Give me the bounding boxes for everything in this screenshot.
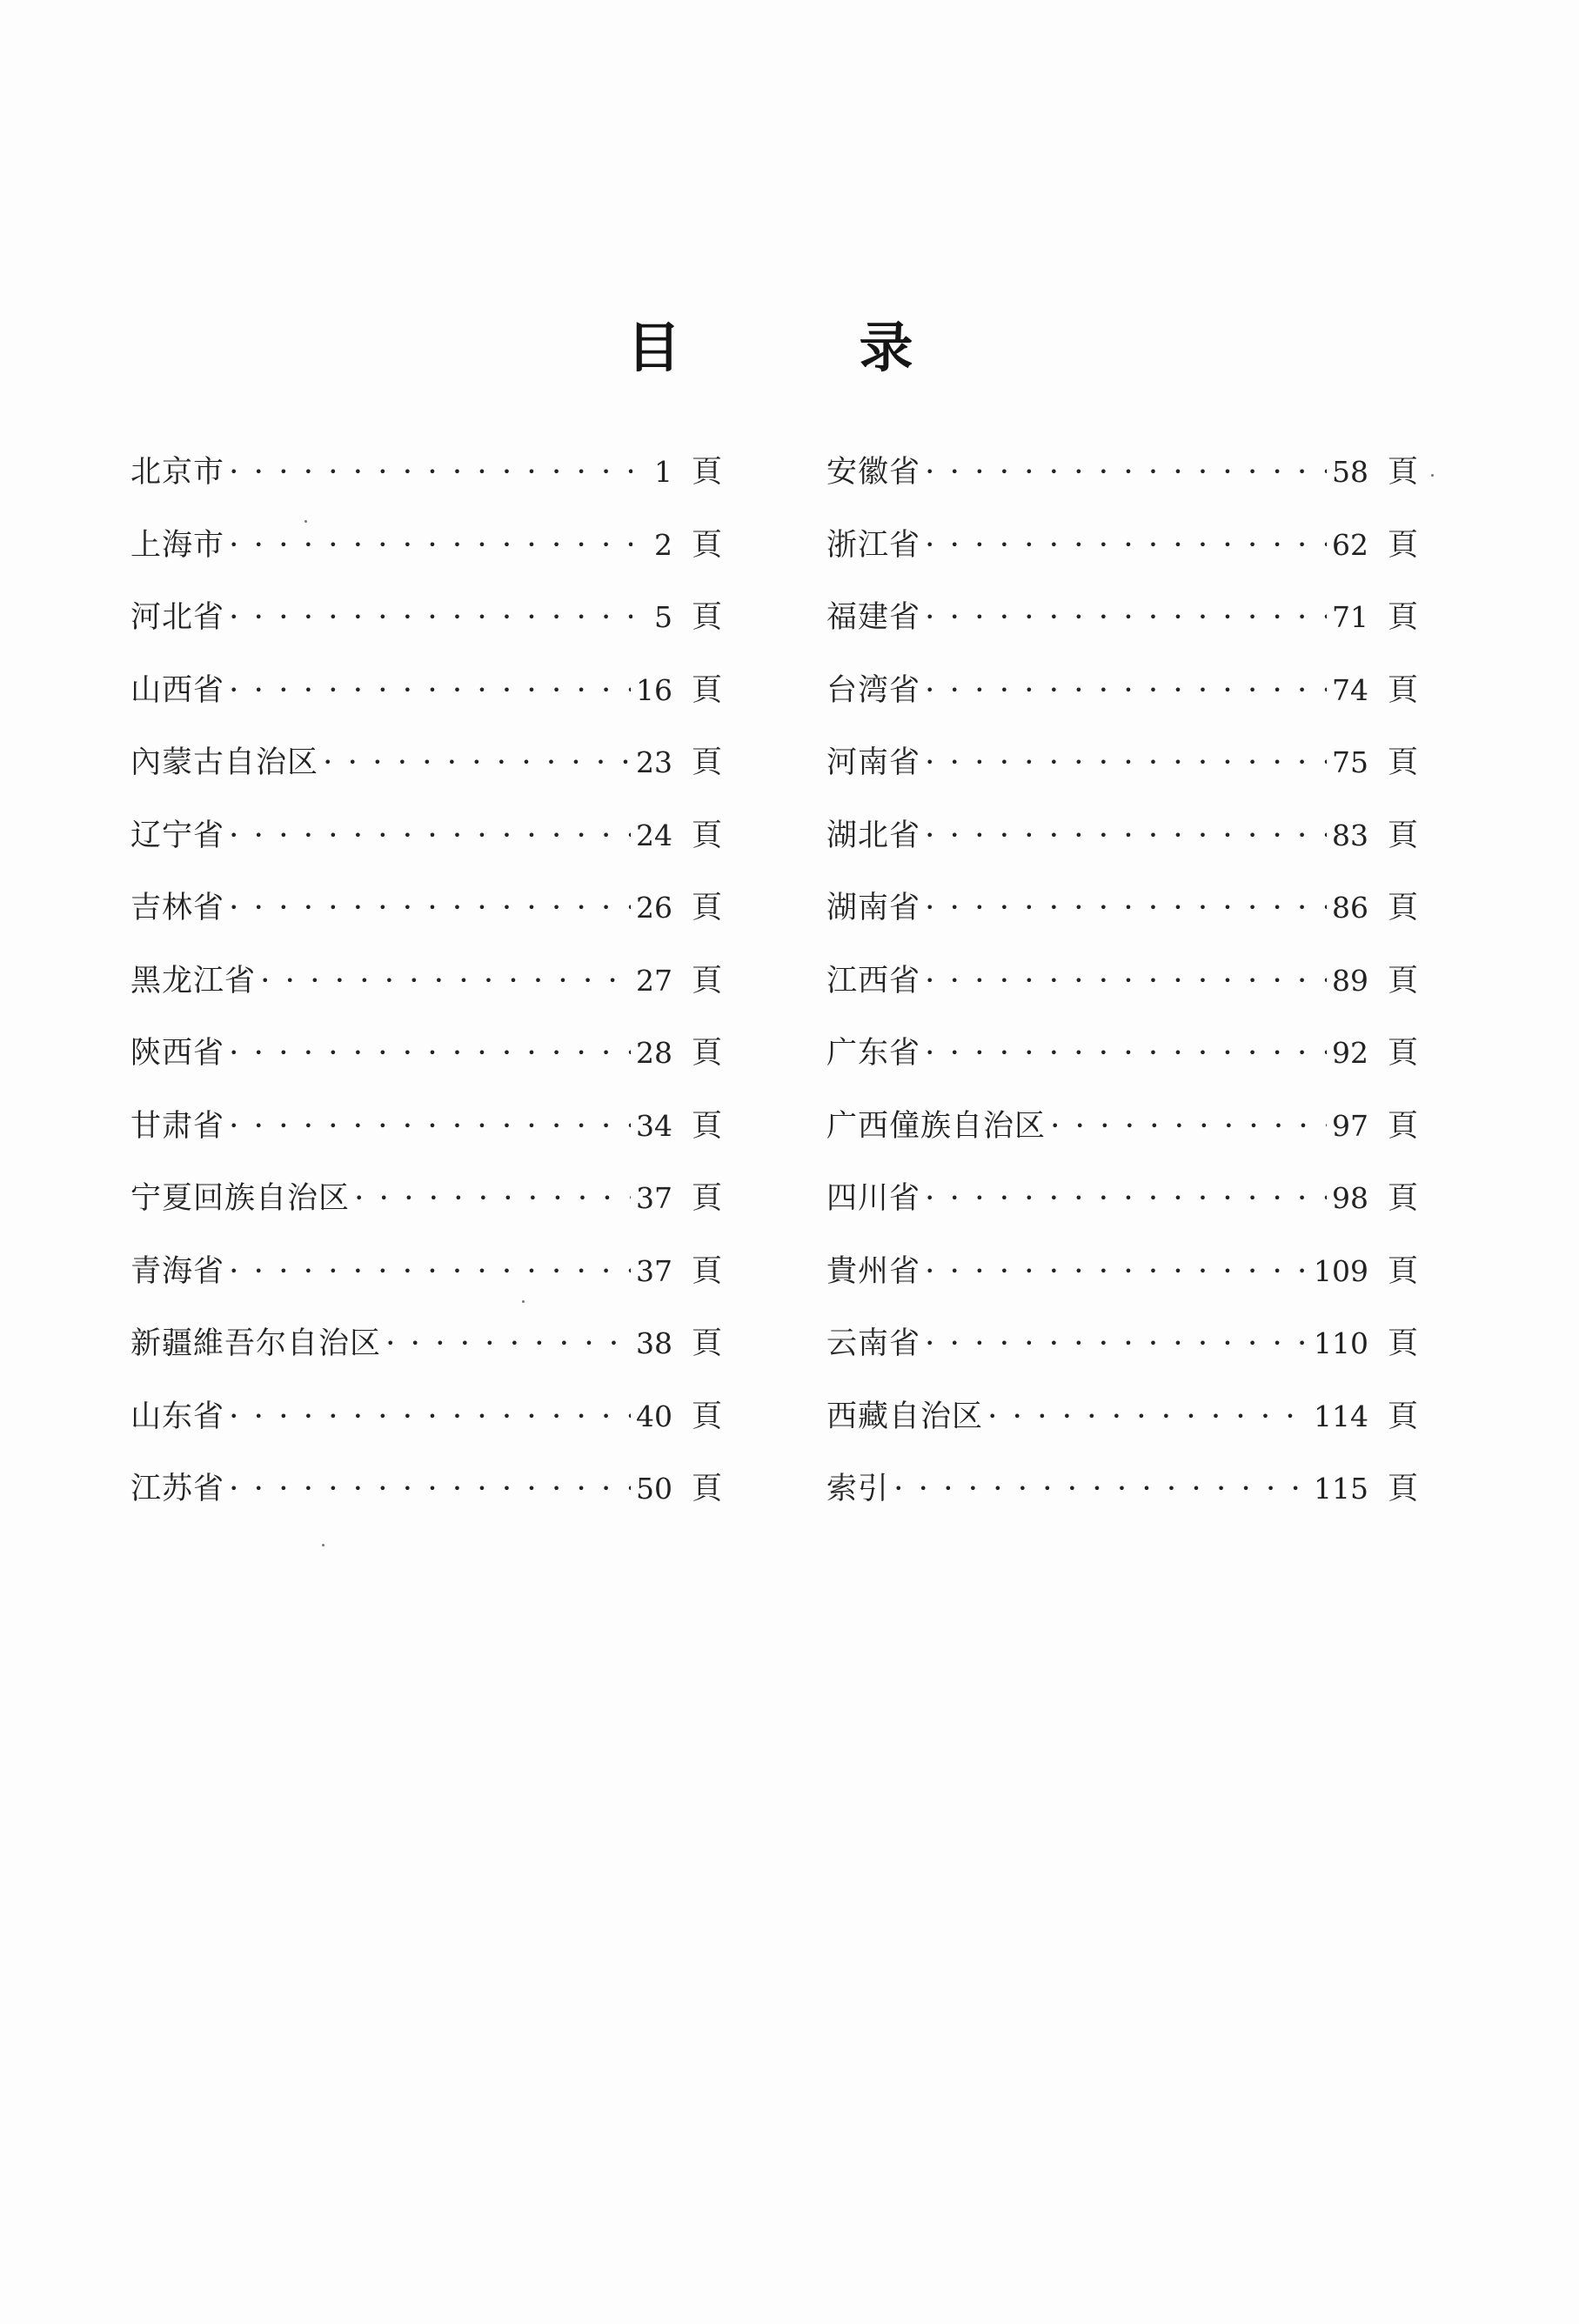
toc-entry-name: 貴州省 [826,1253,921,1289]
toc-entry-page-unit: 頁 [1387,745,1418,780]
toc-entry-page-number: 89 [1331,963,1368,998]
toc-entry [826,1102,1418,1175]
dot-leader [926,459,1327,488]
toc-entry-page-number: 5 [653,600,672,634]
toc-entry-page-unit: 頁 [691,891,722,925]
toc-entry-name: 索引 [826,1472,890,1506]
dot-leader [926,750,1327,778]
toc-entry-page-unit: 頁 [691,745,722,780]
toc-entry-name: 內蒙古自治区 [130,745,319,780]
toc-entry [130,1102,722,1175]
toc-entry [826,521,1418,594]
toc-entry-name: 北京市 [130,455,225,490]
toc-entry [130,1029,722,1102]
toc-entry-page-unit: 頁 [1387,455,1418,490]
toc-entry-page-number: 37 [635,1181,672,1215]
toc-entry-name: 河南省 [826,745,921,780]
toc-entry-name: 江西省 [826,963,921,998]
toc-entry-page-number: 34 [635,1108,672,1143]
dot-leader [230,823,631,851]
toc-entry [826,884,1418,957]
dot-leader [926,604,1327,633]
toc-entry-page-unit: 頁 [691,1036,722,1071]
dot-leader [926,1259,1308,1287]
toc-entry [130,1319,722,1392]
dot-leader [230,1404,631,1432]
dot-leader [926,968,1327,997]
toc-entry-name: 湖北省 [826,818,921,853]
toc-entry [130,521,722,594]
dot-leader [230,1259,631,1287]
toc-entry-page-unit: 頁 [1387,672,1418,708]
toc-entry-page-unit: 頁 [691,1108,722,1144]
title-char-1: 目 [626,316,681,379]
toc-entry-name: 辽宁省 [130,818,225,853]
toc-entry [130,1465,722,1538]
toc-entry [130,738,722,811]
scan-speck [322,1544,324,1546]
toc-entry [826,1247,1418,1320]
scan-speck [1431,474,1434,477]
toc-entry-page-unit: 頁 [1387,891,1418,925]
toc-entry [826,738,1418,811]
toc-entry [130,593,722,666]
toc-entry-name: 新疆維吾尔自治区 [130,1326,382,1361]
toc-entry-name: 宁夏回族自治区 [130,1181,351,1216]
scan-speck [304,520,307,523]
title-char-2: 录 [859,316,913,379]
toc-entry-page-number: 27 [635,963,672,998]
toc-entry-page-unit: 頁 [691,672,722,708]
toc-entry [130,448,722,521]
toc-entry-page-number: 75 [1331,745,1368,779]
toc-entry [130,1247,722,1320]
toc-entry [826,666,1418,739]
toc-right-column [826,448,1418,1538]
toc-entry-name: 陝西省 [130,1036,225,1071]
toc-entry-page-unit: 頁 [691,455,722,490]
toc-entry-name: 广东省 [826,1036,921,1071]
dot-leader [230,1113,631,1142]
toc-entry-page-unit: 頁 [691,1253,722,1289]
toc-entry-page-number: 92 [1331,1036,1368,1070]
toc-entry-page-number: 74 [1331,672,1368,707]
toc-entry [130,1174,722,1247]
dot-leader [926,532,1327,561]
toc-entry-page-number: 23 [635,745,672,779]
dot-leader [261,968,631,997]
toc-entry-page-number: 115 [1313,1472,1368,1506]
toc-entry-page-number: 83 [1331,818,1368,852]
toc-entry-name: 广西僮族自治区 [826,1108,1047,1144]
dot-leader [230,678,631,706]
toc-entry [826,593,1418,666]
page-title [0,304,1579,382]
toc-entry [826,811,1418,885]
toc-entry-name: 河北省 [130,600,225,635]
toc-entry-page-unit: 頁 [691,963,722,998]
toc-entry-page-unit: 頁 [1387,1399,1418,1434]
toc-entry-page-unit: 頁 [691,818,722,853]
toc-entry-page-number: 16 [635,672,672,707]
toc-entry-page-number: 40 [635,1399,672,1433]
toc-entry-page-unit: 頁 [691,600,722,635]
toc-entry [826,1174,1418,1247]
toc-entry-page-unit: 頁 [1387,600,1418,635]
toc-entry-name: 甘肃省 [130,1108,225,1144]
dot-leader [926,678,1327,706]
toc-entry [826,1392,1418,1466]
toc-entry [130,957,722,1030]
toc-entry-page-unit: 頁 [691,1326,722,1361]
toc-entry-page-number: 37 [635,1253,672,1288]
toc-entry-name: 山东省 [130,1399,225,1434]
toc-entry-page-number: 50 [635,1472,672,1506]
toc-entry [130,884,722,957]
toc-entry-page-number: 71 [1331,600,1368,634]
toc-entry [826,448,1418,521]
toc-left-column [130,448,722,1538]
dot-leader [230,1476,631,1505]
toc-entry-page-number: 97 [1331,1108,1368,1143]
dot-leader [894,1476,1308,1505]
dot-leader [926,1331,1308,1359]
toc-entry-page-number: 62 [1331,527,1368,562]
toc-entry-name: 山西省 [130,672,225,708]
toc-entry [130,1392,722,1466]
toc-entry-page-number: 86 [1331,891,1368,925]
toc-entry [826,1029,1418,1102]
toc-entry-name: 江苏省 [130,1472,225,1506]
toc-entry-page-number: 98 [1331,1181,1368,1215]
toc-entry [826,1319,1418,1392]
dot-leader [386,1331,631,1359]
dot-leader [230,604,632,633]
toc-entry-page-number: 110 [1313,1326,1368,1360]
toc-entry-page-unit: 頁 [1387,1108,1418,1144]
toc-entry-page-number: 58 [1331,455,1368,489]
dot-leader [230,895,631,924]
dot-leader [926,1040,1327,1069]
toc-entry-page-number: 2 [653,527,672,562]
scan-speck [522,1300,525,1303]
toc-entry-name: 吉林省 [130,891,225,925]
toc-entry-page-number: 26 [635,891,672,925]
toc-entry-page-unit: 頁 [691,527,722,563]
toc-entry-page-unit: 頁 [1387,1036,1418,1071]
toc-entry [826,957,1418,1030]
toc-entry-name: 云南省 [826,1326,921,1361]
toc-entry-page-number: 38 [635,1326,672,1360]
toc-entry-page-unit: 頁 [1387,963,1418,998]
dot-leader [926,823,1327,851]
toc-entry-name: 浙江省 [826,527,921,563]
toc-entry-page-unit: 頁 [691,1399,722,1434]
toc-entry-page-number: 24 [635,818,672,852]
toc-entry-name: 安徽省 [826,455,921,490]
dot-leader [324,750,631,778]
toc-entry-page-unit: 頁 [1387,1326,1418,1361]
toc-entry-page-number: 114 [1313,1399,1368,1433]
toc-entry-name: 青海省 [130,1253,225,1289]
dot-leader [1051,1113,1327,1142]
dot-leader [230,1040,631,1069]
dot-leader [988,1404,1308,1432]
dot-leader [230,532,632,561]
toc-entry-page-unit: 頁 [1387,818,1418,853]
toc-entry [130,666,722,739]
toc-entry-name: 西藏自治区 [826,1399,984,1434]
toc-entry-name: 黑龙江省 [130,963,257,998]
toc-entry-name: 台湾省 [826,672,921,708]
toc-entry [826,1465,1418,1538]
toc-entry-page-unit: 頁 [1387,527,1418,563]
dot-leader [926,895,1327,924]
toc-entry-page-unit: 頁 [691,1472,722,1506]
toc-entry-page-unit: 頁 [691,1181,722,1216]
toc-entry-name: 福建省 [826,600,921,635]
dot-leader [230,459,632,488]
toc-entry-name: 湖南省 [826,891,921,925]
dot-leader [926,1185,1327,1214]
toc-entry-page-unit: 頁 [1387,1472,1418,1506]
toc-entry-name: 四川省 [826,1181,921,1216]
dot-leader [355,1185,631,1214]
toc-entry-page-unit: 頁 [1387,1181,1418,1216]
toc-entry-page-unit: 頁 [1387,1253,1418,1289]
toc-entry-page-number: 1 [653,455,672,489]
toc-entry-page-number: 109 [1313,1253,1368,1288]
toc-entry-name: 上海市 [130,527,225,563]
toc-entry-page-number: 28 [635,1036,672,1070]
toc-entry [130,811,722,885]
